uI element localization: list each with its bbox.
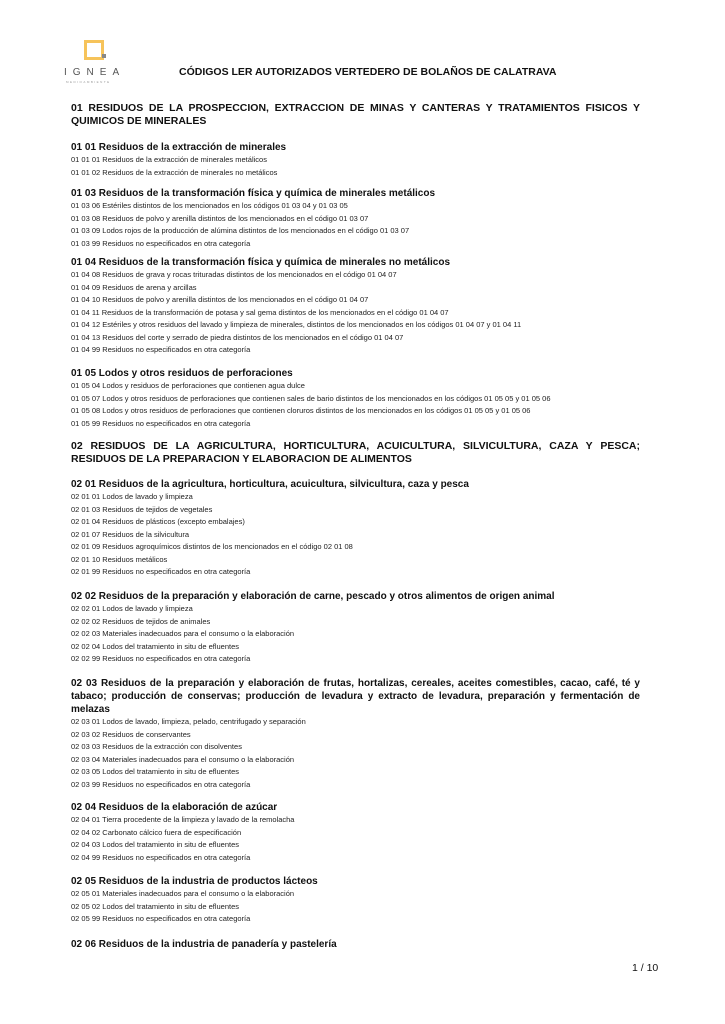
subsection	[71, 187, 640, 250]
waste-code-item: 01 01 02 Residuos de la extracción de minerales no metálicos	[71, 167, 278, 177]
subsection	[71, 478, 640, 579]
logo-dot	[102, 54, 106, 58]
waste-code-item: 01 05 04 Lodos y residuos de perforaciones que contienen agua dulce	[71, 381, 305, 390]
subsection	[71, 256, 640, 357]
waste-code-item: 02 03 05 Lodos del tratamiento in situ de efluentes	[71, 767, 240, 776]
subsection	[71, 677, 640, 791]
waste-code-item: 02 02 01 Lodos de lavado y limpieza	[71, 604, 193, 613]
logo-mark	[84, 40, 104, 60]
subsection-heading: 02 02 Residuos de la preparación y elaboración de carne, pescado y otros alimentos de origen animal	[71, 591, 555, 602]
subsection-heading: 02 05 Residuos de la industria de productos lácteos	[71, 876, 318, 887]
section	[71, 102, 640, 128]
subsection-heading: 02 01 Residuos de la agricultura, horticultura, acuicultura, silvicultura, caza y pesca	[71, 479, 469, 490]
waste-code-item: 02 01 09 Residuos agroquímicos distintos de los mencionados en el código 02 01 08	[71, 542, 353, 551]
subsection	[71, 801, 640, 864]
waste-code-item: 02 01 99 Residuos no especificados en otra categoría	[71, 567, 251, 576]
subsection-heading: 02 06 Residuos de la industria de panadería y pastelería	[71, 939, 337, 950]
subsection-heading: 01 01 Residuos de la extracción de minerales	[71, 142, 287, 153]
waste-code-item: 01 03 09 Lodos rojos de la producción de alúmina distintos de los mencionados en el código 01 03 07	[71, 226, 410, 235]
waste-code-item: 02 01 03 Residuos de tejidos de vegetales	[71, 504, 213, 514]
waste-code-item: 02 02 02 Residuos de tejidos de animales	[71, 616, 211, 626]
subsection	[71, 590, 640, 666]
subsection	[71, 938, 640, 951]
waste-code-item: 01 04 99 Residuos no especificados en otra categoría	[71, 345, 251, 354]
waste-code-item: 02 01 01 Lodos de lavado y limpieza	[71, 492, 193, 501]
waste-code-item: 01 05 99 Residuos no especificados en otra categoría	[71, 418, 251, 428]
section	[71, 440, 640, 466]
waste-code-item: 02 04 03 Lodos del tratamiento in situ de efluentes	[71, 840, 240, 849]
waste-code-item: 02 03 03 Residuos de la extracción con disolventes	[71, 742, 242, 751]
waste-code-item: 01 04 10 Residuos de polvo y arenilla distintos de los mencionados en el código 01 04 07	[71, 295, 369, 304]
logo-wordmark: IGNEA	[64, 67, 126, 78]
waste-code-item: 02 01 04 Residuos de plásticos (excepto embalajes)	[71, 517, 245, 526]
waste-code-item: 01 04 08 Residuos de grava y rocas trituradas distintos de los mencionados en el código 01 04 07	[71, 270, 397, 279]
waste-code-item: 01 04 11 Residuos de la transformación de potasa y sal gema distintos de los mencionados en el código 01 04 07	[71, 307, 449, 317]
logo-tagline: MEDIOAMBIENTE	[66, 80, 111, 84]
ignea-logo	[64, 40, 128, 86]
section-heading: 02 RESIDUOS DE LA AGRICULTURA, HORTICULTURA, ACUICULTURA, SILVICULTURA, CAZA Y PESCA; RESIDUOS DE LA PREPARACION Y ELABORACION DE ALIMENTOS	[71, 440, 640, 465]
subsection	[71, 875, 640, 926]
waste-code-item: 01 05 08 Lodos y otros residuos de perforaciones que contienen cloruros distintos de los mencionados en los códigos 01 05 05 y 01 05 06	[71, 406, 531, 415]
waste-code-item: 02 02 99 Residuos no especificados en otra categoría	[71, 654, 251, 663]
waste-code-item: 01 04 09 Residuos de arena y arcillas	[71, 282, 197, 292]
waste-code-item: 02 05 02 Lodos del tratamiento in situ de efluentes	[71, 901, 240, 911]
waste-code-item: 02 04 01 Tierra procedente de la limpieza y lavado de la remolacha	[71, 815, 295, 824]
subsection-heading: 01 04 Residuos de la transformación física y química de minerales no metálicos	[71, 257, 451, 268]
waste-code-item: 01 01 01 Residuos de la extracción de minerales metálicos	[71, 155, 267, 164]
waste-code-item: 01 05 07 Lodos y otros residuos de perforaciones que contienen sales de bario distintos de los mencionados en los códigos 01 05 05 y 01 05 06	[71, 393, 551, 403]
subsection-heading: 01 05 Lodos y otros residuos de perforaciones	[71, 368, 293, 379]
subsection-heading: 01 03 Residuos de la transformación física y química de minerales metálicos	[71, 188, 436, 199]
waste-code-item: 02 05 99 Residuos no especificados en otra categoría	[71, 914, 251, 923]
section-heading: 01 RESIDUOS DE LA PROSPECCION, EXTRACCION DE MINAS Y CANTERAS Y TRATAMIENTOS FISICOS Y QUIMICOS DE MINERALES	[71, 102, 640, 127]
subsection	[71, 141, 640, 179]
waste-code-item: 01 03 06 Estériles distintos de los mencionados en los códigos 01 03 04 y 01 03 05	[71, 201, 348, 210]
waste-code-item: 01 03 08 Residuos de polvo y arenilla distintos de los mencionados en el código 01 03 07	[71, 213, 369, 223]
waste-code-item: 02 03 01 Lodos de lavado, limpieza, pelado, centrifugado y separación	[71, 717, 306, 726]
waste-code-item: 01 04 12 Estériles y otros residuos del lavado y limpieza de minerales, distintos de los mencionados en los códigos 01 04 07 y 01 04 11	[71, 320, 522, 329]
waste-code-item: 02 02 03 Materiales inadecuados para el consumo o la elaboración	[71, 629, 295, 638]
waste-code-item: 02 04 02 Carbonato cálcico fuera de especificación	[71, 827, 242, 837]
waste-code-item: 02 05 01 Materiales inadecuados para el consumo o la elaboración	[71, 889, 295, 898]
subsection-heading: 02 04 Residuos de la elaboración de azúcar	[71, 802, 278, 813]
waste-code-item: 02 03 02 Residuos de conservantes	[71, 729, 191, 739]
waste-code-item: 01 03 99 Residuos no especificados en otra categoría	[71, 238, 251, 248]
page-number: 1 / 10	[632, 962, 659, 974]
waste-code-item: 02 03 04 Materiales inadecuados para el consumo o la elaboración	[71, 754, 295, 764]
waste-code-item: 02 03 99 Residuos no especificados en otra categoría	[71, 779, 251, 789]
waste-code-item: 02 01 07 Residuos de la silvicultura	[71, 529, 189, 539]
document-title: CÓDIGOS LER AUTORIZADOS VERTEDERO DE BOLAÑOS DE CALATRAVA	[179, 66, 557, 78]
subsection-heading: 02 03 Residuos de la preparación y elaboración de frutas, hortalizas, cereales, aceites comestibles, cacao, café, té y tabaco; producción de conservas; producción de levadura y extracto de levadura, preparación y fermentación de melazas	[71, 678, 640, 715]
waste-code-item: 02 02 04 Lodos del tratamiento in situ de efluentes	[71, 641, 240, 651]
subsection	[71, 367, 640, 430]
waste-code-item: 02 01 10 Residuos metálicos	[71, 554, 168, 564]
waste-code-item: 01 04 13 Residuos del corte y serrado de piedra distintos de los mencionados en el código 01 04 07	[71, 332, 404, 342]
waste-code-item: 02 04 99 Residuos no especificados en otra categoría	[71, 852, 251, 862]
